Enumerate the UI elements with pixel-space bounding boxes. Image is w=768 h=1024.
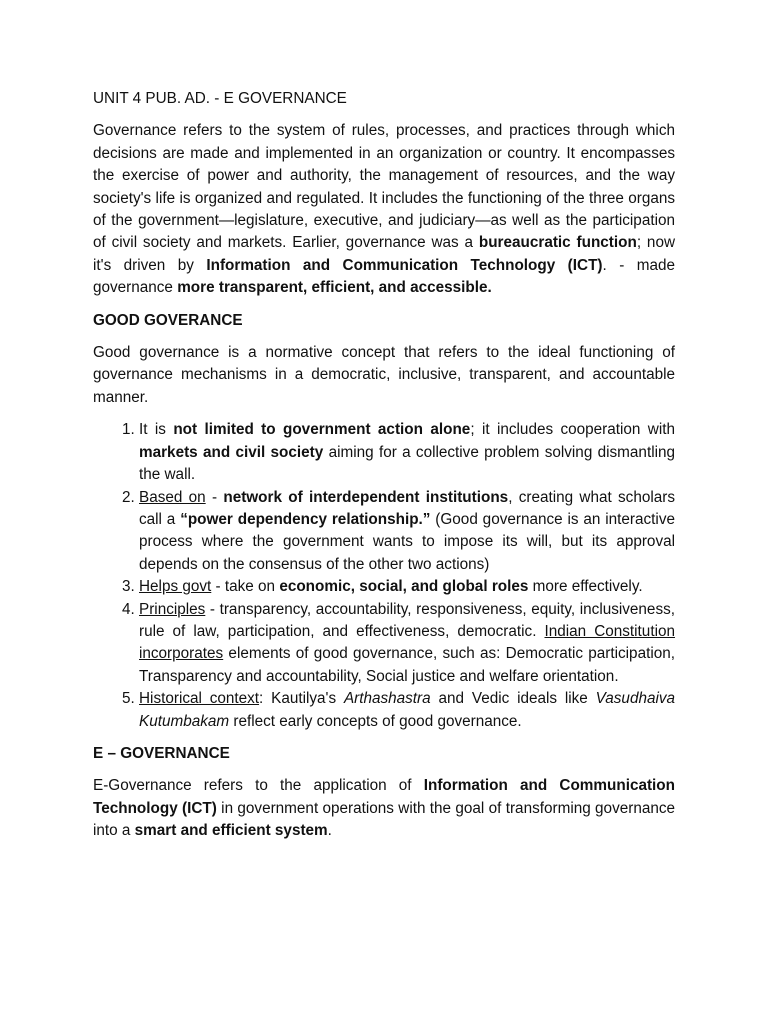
- item1-text-c: ; it includes cooperation with: [470, 421, 676, 439]
- item4-underline: Principles: [139, 600, 206, 618]
- item2-underline: Based on: [139, 488, 206, 506]
- item3-underline: Helps govt: [139, 578, 212, 596]
- item5-italic-2: Vasudhaiva Kutumbakam: [139, 690, 676, 730]
- list-item-4: [139, 599, 675, 689]
- e-governance-paragraph: [93, 775, 675, 842]
- item4-text-b: elements of good governance, such as: Democratic participation, Transparency and accountability, Social justice and welfare orientation.: [139, 645, 675, 685]
- item1-bold-1: not limited to government action alone: [173, 421, 471, 439]
- list-item-2: [139, 487, 675, 577]
- egov-text-d: .: [327, 822, 332, 840]
- egov-bold-2: smart and efficient system: [134, 822, 328, 840]
- item2-bold-1: network of interdependent institutions: [223, 488, 509, 506]
- intro-paragraph: [93, 120, 675, 299]
- e-governance-heading: E – GOVERNANCE: [93, 744, 230, 762]
- intro-text-3: . - made governance: [93, 256, 675, 297]
- intro-bold-2: Information and Communication Technology (ICT): [206, 256, 603, 274]
- item5-text-c: reflect early concepts of good governance.: [229, 712, 522, 730]
- list-item-3: [139, 576, 675, 598]
- item4-underline-2: Indian Constitution incorporates: [139, 622, 675, 663]
- item2-text-c: , creating what scholars call a: [139, 488, 675, 528]
- intro-bold-3: more transparent, efficient, and accessible.: [177, 279, 492, 297]
- item2-text-d: (Good governance is an interactive process where the government wants to impose its will, but its approval depends on the consensus of the other two actions): [139, 510, 675, 573]
- item2-bold-2: “power dependency relationship.”: [180, 510, 431, 528]
- list-item-5: [139, 688, 675, 733]
- intro-text-2: ; now it's driven by: [93, 234, 675, 274]
- item3-bold: economic, social, and global roles: [279, 578, 529, 596]
- document-title: UNIT 4 PUB. AD. - E GOVERNANCE: [93, 90, 347, 107]
- item5-text-a: : Kautilya's: [259, 690, 344, 708]
- item1-bold-2: markets and civil society: [139, 443, 324, 461]
- intro-bold-1: bureaucratic function: [478, 234, 637, 252]
- item5-text-b: and Vedic ideals like: [430, 690, 596, 708]
- item4-text-a: - transparency, accountability, responsiveness, equity, inclusiveness, rule of law, participation, and effectiveness, democratic.: [139, 600, 675, 640]
- list-item-1: [139, 419, 675, 486]
- egov-text-c: in government operations with the goal of transforming governance into a: [93, 799, 675, 840]
- good-governance-heading: GOOD GOVERANCE: [93, 311, 243, 329]
- intro-text-1: Governance refers to the system of rules, processes, and practices through which decisions are made and implemented in an organization or country. It encompasses the exercise of power and authority, the management of resources, and the way society's life is organized and regulated. It includes the functioning of the three organs of the government—legislature, executive, and judiciary—as well as the participation of civil society and markets. Earlier, governance was a: [93, 122, 675, 252]
- egov-bold-1: Information and Communication Technology (ICT): [93, 777, 675, 817]
- item5-underline: Historical context: [139, 690, 260, 708]
- item3-text-a: - take on: [211, 578, 280, 596]
- item5-italic-1: Arthashastra: [343, 690, 431, 708]
- item1-text-a: It is: [139, 421, 174, 439]
- good-governance-paragraph: Good governance is a normative concept that refers to the ideal functioning of governance mechanisms in a democratic, inclusive, transparent, and accountable manner.: [93, 344, 675, 406]
- egov-text-a: E-Governance refers to the application of: [93, 777, 424, 795]
- item1-text-d: aiming for a collective problem solving dismantling the wall.: [139, 443, 676, 484]
- item2-text-a: -: [205, 488, 224, 506]
- good-governance-list: [93, 419, 675, 733]
- item3-text-c: more effectively.: [528, 578, 643, 596]
